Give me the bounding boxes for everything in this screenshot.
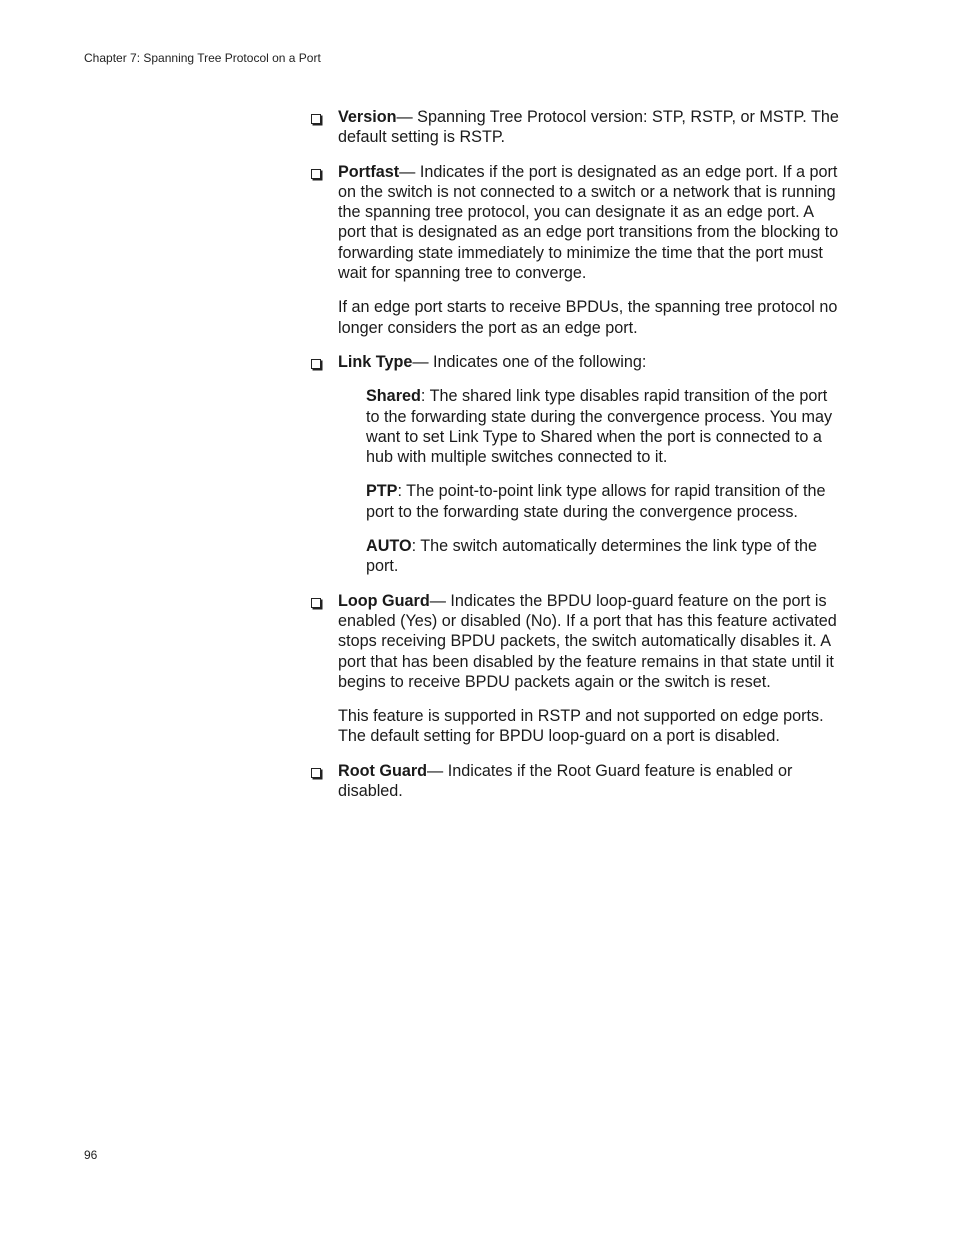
- list-item-root-guard: [338, 761, 844, 802]
- desc-ptp: : The point-to-point link type allows for rapid transition of the port to the forwarding state during the convergence process.: [366, 482, 826, 521]
- desc-link-type: — Indicates one of the following:: [412, 352, 647, 371]
- note-portfast: If an edge port starts to receive BPDUs, the spanning tree protocol no longer considers the port as an edge port.: [338, 298, 838, 337]
- desc-loop-guard: — Indicates the BPDU loop-guard feature on the port is enabled (Yes) or disabled (No). If a port that has this feature activated stops receiving BPDU packets, the switch automatically disables it. A port that has been disabled by the feature remains in that state until it begins to receive BPDU packets again or the switch is reset.: [338, 591, 837, 691]
- desc-version: — Spanning Tree Protocol version: STP, RSTP, or MSTP. The default setting is RSTP.: [338, 108, 839, 147]
- desc-root-guard: — Indicates if the Root Guard feature is enabled or disabled.: [338, 761, 793, 801]
- term-portfast: Portfast: [338, 162, 400, 181]
- term-version: Version: [338, 108, 397, 126]
- running-header: Chapter 7: Spanning Tree Protocol on a Port: [84, 51, 321, 65]
- checkbox-bullet-icon: [311, 114, 321, 124]
- checkbox-bullet-icon: [311, 768, 321, 778]
- list-item-loop-guard: [338, 591, 844, 692]
- term-link-type: Link Type: [338, 352, 413, 371]
- option-auto: [366, 536, 844, 577]
- term-loop-guard: Loop Guard: [338, 591, 430, 610]
- term-shared: Shared: [366, 387, 421, 406]
- term-root-guard: Root Guard: [338, 761, 428, 780]
- desc-portfast: — Indicates if the port is designated as an edge port. If a port on the switch is not connected to a switch or a network that is running the spanning tree protocol, you can designate it as an edge port. A port that is designated as an edge port transitions from the blocking to forwarding state immediately to minimize the time that the port must wait for spanning tree to converge.: [338, 162, 839, 283]
- list-item-link-type: [338, 352, 844, 372]
- option-ptp: [366, 481, 844, 522]
- list-item-portfast: [338, 162, 844, 284]
- note-loop-guard: This feature is supported in RSTP and not supported on edge ports. The default setting for BPDU loop-guard on a port is disabled.: [338, 707, 824, 746]
- option-shared: [366, 386, 844, 467]
- field-description-list: [338, 107, 844, 815]
- page-number: 96: [84, 1148, 98, 1162]
- term-ptp: PTP: [366, 482, 398, 501]
- checkbox-bullet-icon: [311, 169, 321, 179]
- term-auto: AUTO: [366, 537, 412, 556]
- list-item-version: [338, 107, 844, 148]
- checkbox-bullet-icon: [311, 598, 321, 608]
- desc-shared: : The shared link type disables rapid transition of the port to the forwarding state during the convergence process. You may want to set Link Type to Shared when the port is connected to a hub with multiple switches connected to it.: [366, 387, 833, 467]
- desc-auto: : The switch automatically determines the link type of the port.: [366, 537, 818, 576]
- checkbox-bullet-icon: [311, 359, 321, 369]
